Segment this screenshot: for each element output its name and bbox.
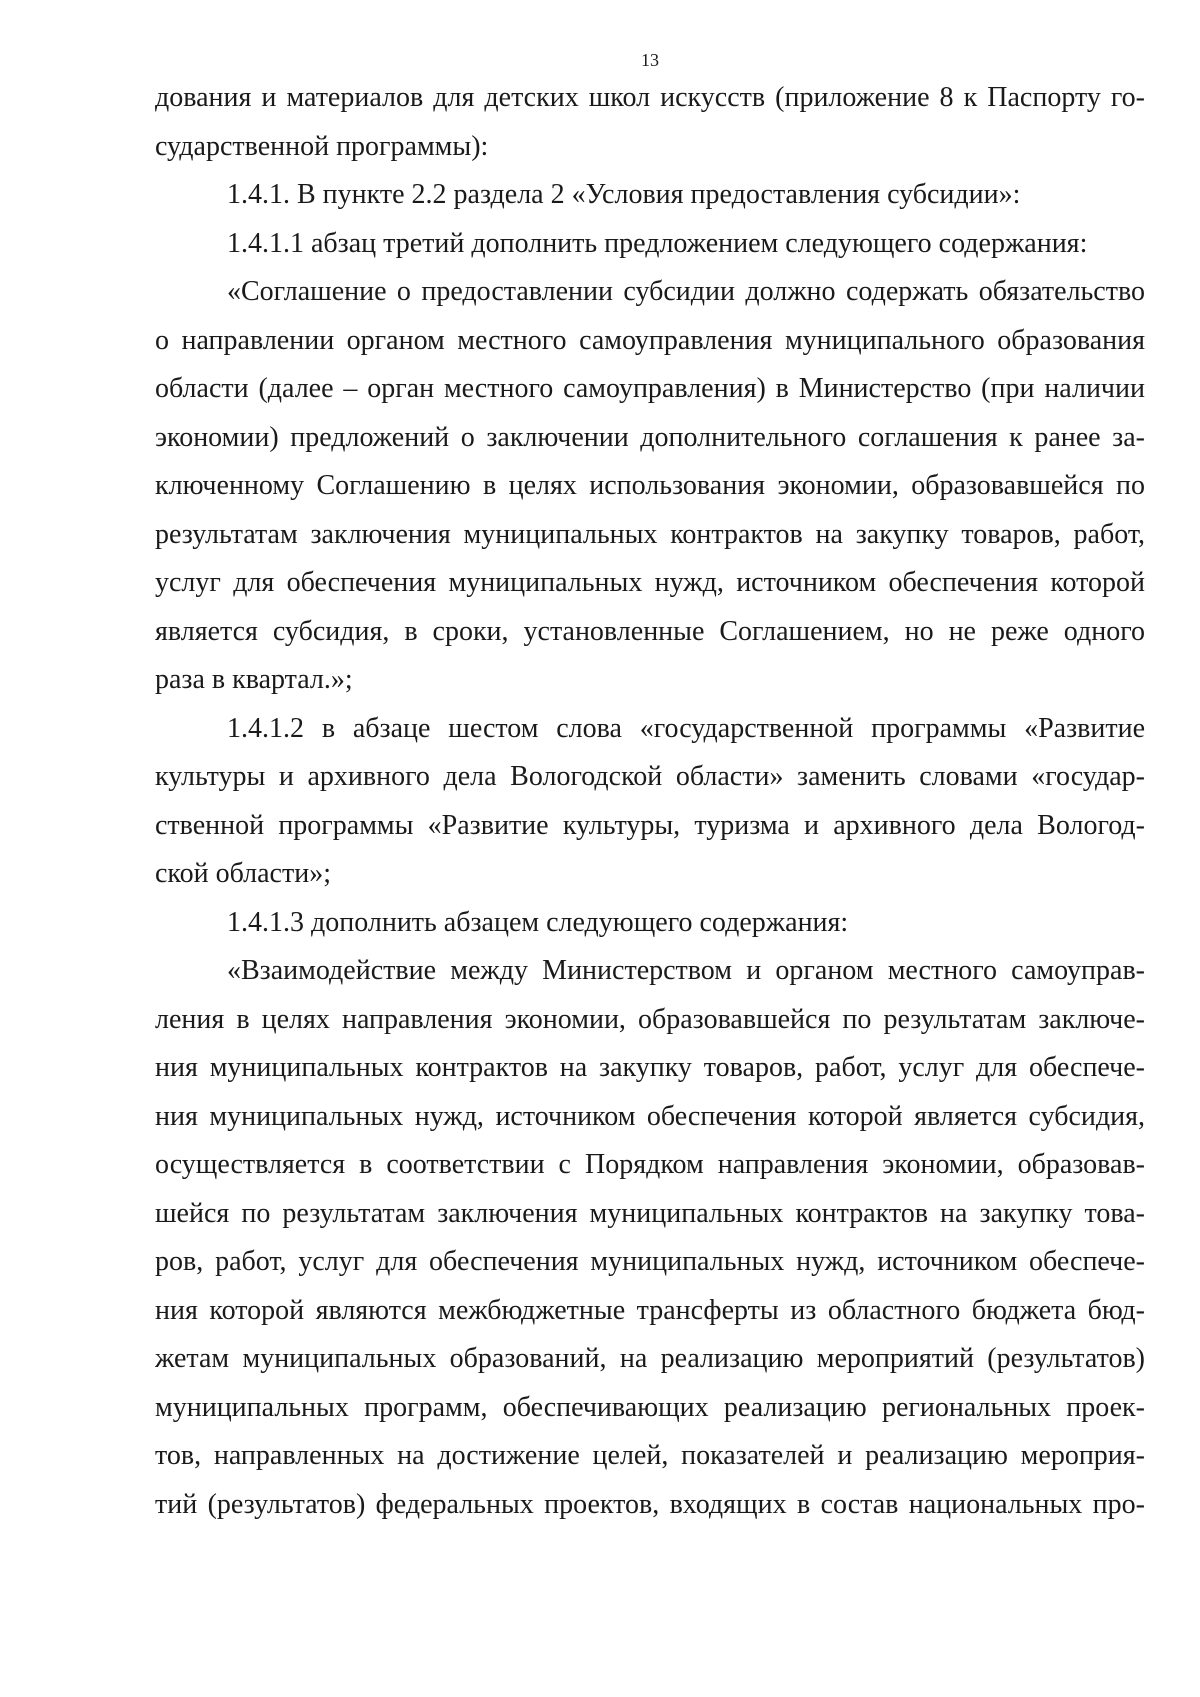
page-number: 13: [641, 50, 659, 70]
body-text-line: ния муниципальных нужд, источником обеспечения которой является субсидия,: [155, 1100, 1145, 1132]
body-text-line: муниципальных программ, обеспечивающих реализацию региональных проек-: [155, 1391, 1145, 1423]
body-text-line: жетам муниципальных образований, на реализацию мероприятий (результатов): [155, 1343, 1145, 1374]
body-text-line: 1.4.1.3 дополнить абзацем следующего содержания:: [227, 906, 849, 938]
body-text-line: ственной программы «Развитие культуры, туризма и архивного дела Вологод-: [155, 809, 1145, 841]
body-text-line: результатам заключения муниципальных контрактов на закупку товаров, работ,: [155, 518, 1145, 550]
body-text-line: ния муниципальных контрактов на закупку товаров, работ, услуг для обеспече-: [155, 1052, 1145, 1083]
document-body: [155, 74, 1145, 1529]
body-text-line: услуг для обеспечения муниципальных нужд, источником обеспечения которой: [155, 567, 1145, 598]
body-text-line: о направлении органом местного самоуправления муниципального образования: [155, 324, 1145, 356]
body-text-line: области (далее – орган местного самоуправления) в Министерство (при наличии: [155, 373, 1145, 404]
body-text-line: «Соглашение о предоставлении субсидии должно содержать обязательство: [227, 276, 1145, 307]
body-text-line: сударственной программы):: [155, 130, 489, 162]
body-text-line: экономии) предложений о заключении дополнительного соглашения к ранее за-: [155, 421, 1145, 453]
body-text-line: ской области»;: [155, 858, 331, 889]
body-text-line: шейся по результатам заключения муниципальных контрактов на закупку това-: [155, 1197, 1145, 1229]
body-text-line: 1.4.1.1 абзац третий дополнить предложением следующего содержания:: [227, 227, 1088, 259]
body-text-line: «Взаимодействие между Министерством и органом местного самоуправ-: [227, 955, 1145, 986]
body-text-line: является субсидия, в сроки, установленные Соглашением, но не реже одного: [155, 615, 1145, 647]
body-text-line: ключенному Соглашению в целях использования экономии, образовавшейся по: [155, 470, 1145, 501]
body-text-line: раза в квартал.»;: [155, 664, 353, 695]
body-text-line: тов, направленных на достижение целей, показателей и реализацию мероприя-: [155, 1440, 1145, 1471]
body-text-line: культуры и архивного дела Вологодской области» заменить словами «государ-: [155, 761, 1145, 792]
body-text-line: ров, работ, услуг для обеспечения муниципальных нужд, источником обеспече-: [155, 1246, 1145, 1277]
body-text-line: дования и материалов для детских школ искусств (приложение 8 к Паспорту го-: [155, 82, 1145, 113]
body-text-line: тий (результатов) федеральных проектов, входящих в состав национальных про-: [155, 1488, 1145, 1520]
body-text-line: ления в целях направления экономии, образовавшейся по результатам заключе-: [155, 1003, 1145, 1035]
body-text-line: 1.4.1. В пункте 2.2 раздела 2 «Условия предоставления субсидии»:: [227, 179, 1021, 210]
body-text-line: 1.4.1.2 в абзаце шестом слова «государственной программы «Развитие: [227, 712, 1145, 744]
body-text-line: осуществляется в соответствии с Порядком направления экономии, образовав-: [155, 1149, 1145, 1180]
body-text-line: ния которой являются межбюджетные трансферты из областного бюджета бюд-: [155, 1294, 1145, 1326]
